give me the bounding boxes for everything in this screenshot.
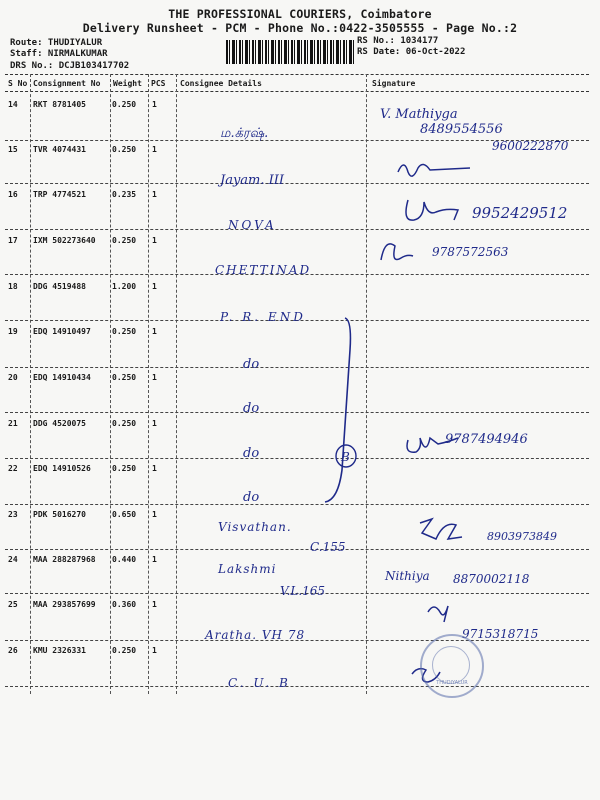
row-weight: 1.200	[112, 282, 137, 291]
route-label: Route: THUDIYALUR	[10, 38, 103, 48]
row-consignment: MAA 293857699	[33, 600, 96, 609]
row-weight: 0.250	[112, 464, 137, 473]
handwritten-consignee: ம.க்ரஷ்.	[220, 126, 269, 141]
row-weight: 0.250	[112, 646, 137, 655]
row-consignment: MAA 288287968	[33, 555, 96, 564]
runsheet-title: Delivery Runsheet - PCM - Phone No.:0422-3505555 - Page No.:2	[82, 21, 518, 35]
stamp-inner-ring	[432, 646, 470, 684]
handwritten-consignee: P. R. END	[220, 310, 306, 324]
handwritten-consignee: Aratha. VH 78	[205, 628, 306, 642]
row-consignment: TRP 4774521	[33, 190, 86, 199]
row-sno: 20	[8, 373, 18, 382]
signature-name: V. Mathiyga	[380, 107, 458, 122]
row-pcs: 1	[152, 236, 157, 245]
row-sno: 19	[8, 327, 18, 336]
handwritten-ditto: do	[243, 401, 260, 416]
row-weight: 0.250	[112, 419, 137, 428]
signature-phone: 9952429512	[472, 204, 568, 222]
signature-phone: 9600222870	[492, 139, 569, 153]
col-weight: Weight	[113, 79, 142, 88]
row-pcs: 1	[152, 100, 157, 109]
row-pcs: 1	[152, 600, 157, 609]
handwritten-consignee: Lakshmi	[218, 562, 277, 576]
signature-phone: 9787572563	[432, 245, 509, 259]
row-consignment: IXM 502273640	[33, 236, 96, 245]
row-weight: 0.250	[112, 373, 137, 382]
row-pcs: 1	[152, 510, 157, 519]
row-weight: 0.650	[112, 510, 137, 519]
row-weight: 0.440	[112, 555, 137, 564]
col-signature: Signature	[372, 79, 416, 88]
signature-phone: 9787494946	[445, 432, 528, 447]
rs-date: RS Date: 06-Oct-2022	[357, 47, 466, 57]
signature-name: Nithiya	[385, 569, 430, 583]
stamp-text: THUDIYALUR	[436, 680, 468, 686]
svg-text:B: B	[341, 450, 350, 464]
row-pcs: 1	[152, 190, 157, 199]
col-consignee: Consignee Details	[180, 79, 262, 88]
row-consignment: RKT 8781405	[33, 100, 86, 109]
handwritten-ditto: do	[243, 446, 260, 461]
signature-phone: 8903973849	[487, 530, 557, 543]
row-pcs: 1	[152, 419, 157, 428]
row-sno: 26	[8, 646, 18, 655]
row-pcs: 1	[152, 282, 157, 291]
col-consignment: Consignment No	[33, 79, 101, 88]
row-sno: 18	[8, 282, 18, 291]
row-consignment: EDQ 14910497	[33, 327, 91, 336]
handwritten-ditto: do	[243, 490, 260, 505]
signature-phone: 9715318715	[462, 627, 539, 641]
row-weight: 0.250	[112, 236, 137, 245]
row-sno: 21	[8, 419, 18, 428]
row-sno: 17	[8, 236, 18, 245]
row-sno: 25	[8, 600, 18, 609]
row-sno: 23	[8, 510, 18, 519]
row-pcs: 1	[152, 145, 157, 154]
office-stamp	[420, 634, 484, 698]
row-pcs: 1	[152, 373, 157, 382]
row-consignment: DDG 4520075	[33, 419, 86, 428]
row-sno: 16	[8, 190, 18, 199]
row-weight: 0.250	[112, 100, 137, 109]
row-consignment: TVR 4074431	[33, 145, 86, 154]
row-pcs: 1	[152, 464, 157, 473]
company-title: THE PROFESSIONAL COURIERS, Coimbatore	[168, 7, 432, 21]
row-weight: 0.250	[112, 145, 137, 154]
row-pcs: 1	[152, 327, 157, 336]
handwritten-address: V.L.165	[280, 584, 326, 598]
row-weight: 0.250	[112, 327, 137, 336]
handwritten-consignee: Jayam. III	[220, 173, 285, 188]
handwritten-consignee: C. U. B	[228, 676, 291, 690]
row-sno: 22	[8, 464, 18, 473]
row-consignment: PDK 5016270	[33, 510, 86, 519]
row-sno: 14	[8, 100, 18, 109]
staff-label: Staff: NIRMALKUMAR	[10, 49, 108, 59]
signature-phone: 8489554556	[420, 122, 503, 137]
row-weight: 0.235	[112, 190, 137, 199]
col-sno: S No	[8, 79, 28, 88]
handwritten-address: C.155	[310, 540, 346, 554]
row-pcs: 1	[152, 646, 157, 655]
handwritten-ditto: do	[243, 357, 260, 372]
handwritten-consignee: Visvathan.	[218, 520, 292, 534]
row-pcs: 1	[152, 555, 157, 564]
row-consignment: DDG 4519488	[33, 282, 86, 291]
drs-label: DRS No.: DCJB103417702	[10, 61, 130, 71]
row-consignment: EDQ 14910434	[33, 373, 91, 382]
row-sno: 15	[8, 145, 18, 154]
col-pcs: PCS	[151, 79, 166, 88]
row-consignment: KMU 2326331	[33, 646, 86, 655]
handwritten-consignee: CHETTINAD	[215, 263, 312, 277]
handwritten-consignee: NOVA	[228, 218, 277, 232]
row-weight: 0.360	[112, 600, 137, 609]
rs-number: RS No.: 1034177	[357, 36, 439, 46]
signature-phone: 8870002118	[453, 572, 530, 586]
row-consignment: EDQ 14910526	[33, 464, 91, 473]
row-sno: 24	[8, 555, 18, 564]
